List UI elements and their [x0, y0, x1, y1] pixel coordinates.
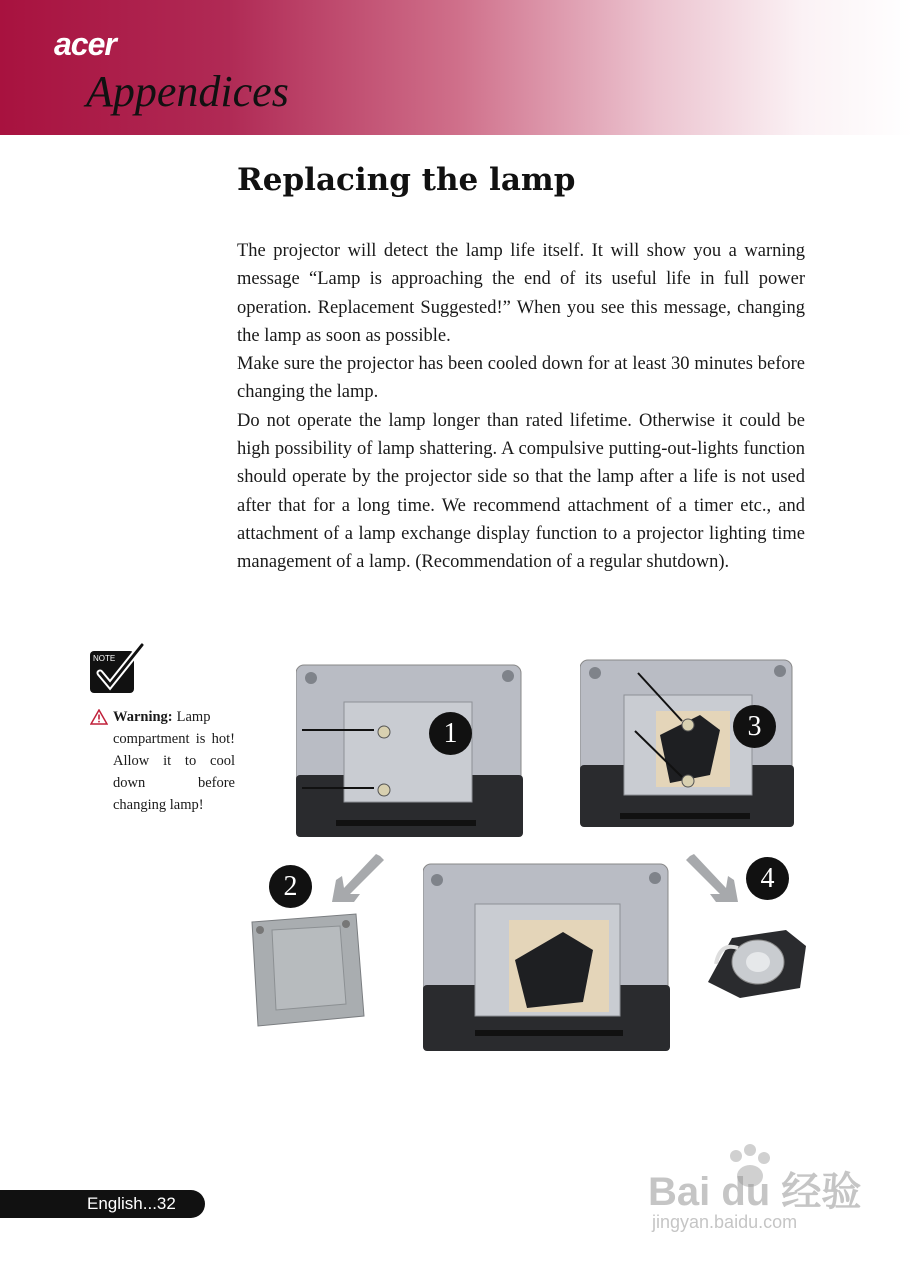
warning-text: compartment is hot! Allow it to cool down before changing lamp!	[113, 731, 235, 813]
warning-label: Warning:	[113, 709, 173, 725]
step-4-badge: 4	[746, 857, 789, 900]
lamp-cover-image	[244, 912, 368, 1030]
watermark-url: jingyan.baidu.com	[652, 1212, 798, 1232]
arrow-down-left-icon	[330, 852, 386, 906]
warning-first-word: Lamp	[176, 709, 211, 725]
acer-logo: acer	[54, 26, 116, 62]
note-label: NOTE	[93, 654, 116, 663]
body-text	[237, 237, 805, 577]
lamp-module-image	[702, 922, 814, 1002]
note-icon	[88, 643, 146, 695]
page-title: Replacing the lamp	[237, 162, 576, 198]
watermark-main: Bai du 经验	[648, 1170, 862, 1214]
step-1-badge: 1	[429, 712, 472, 755]
step-2-badge: 2	[269, 865, 312, 908]
page-header	[0, 0, 913, 135]
section-title: Appendices	[86, 67, 289, 116]
paragraph-3: Do not operate the lamp longer than rated lifetime. Otherwise it could be high possibility of lamp shattering. A compulsive putting-out-lights function should operate by the projector side so that the lamp after a life is not used after that for a long time. We recommend attachment of a timer etc., and attachment of a lamp exchange display function to a projector lighting time management of a lamp. (Recommendation of a regular shutdown).	[237, 410, 805, 573]
page-number: English...32	[0, 1190, 205, 1218]
projector-step1-image	[296, 660, 526, 840]
paragraph-1: The projector will detect the lamp life itself. It will show you a warning message “Lamp is approaching the end of its useful life in full power operation. Replacement Suggested!” When you see this message, changing the lamp as soon as possible.	[237, 241, 805, 346]
warning-note	[90, 706, 235, 816]
arrow-down-right-icon	[684, 852, 740, 906]
step-3-badge: 3	[733, 705, 776, 748]
warning-icon	[90, 709, 108, 725]
projector-open-image	[423, 860, 673, 1055]
paragraph-2: Make sure the projector has been cooled down for at least 30 minutes before changing the lamp.	[237, 354, 805, 403]
baidu-watermark	[648, 1140, 878, 1250]
